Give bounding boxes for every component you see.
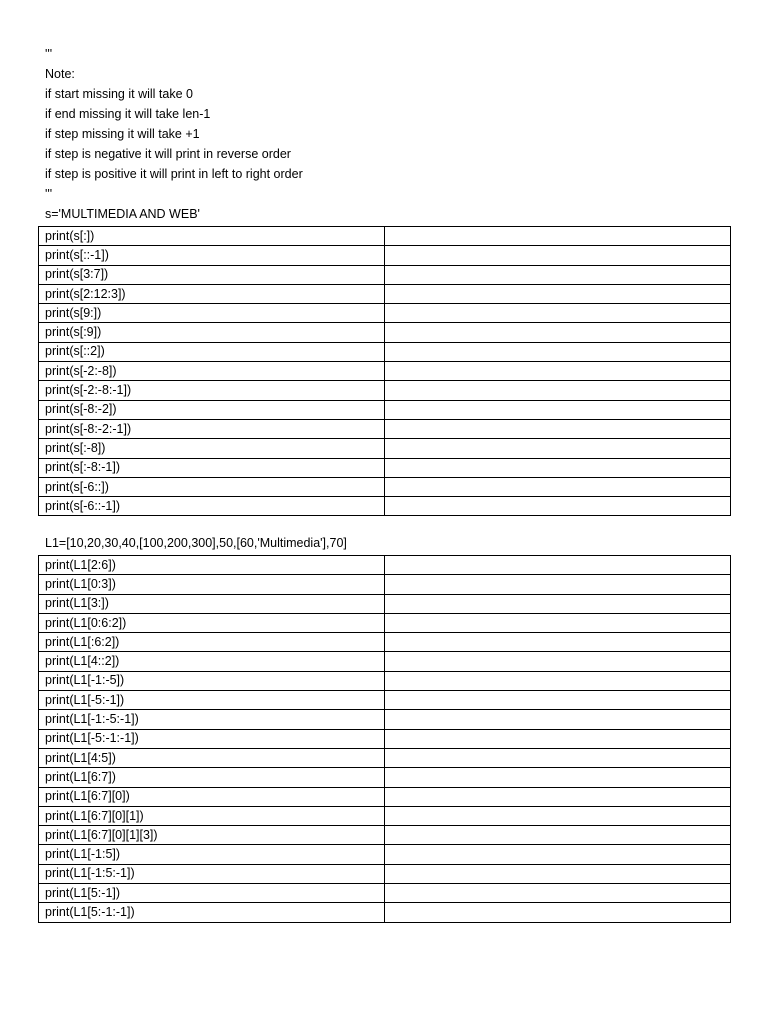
expression-cell: print(s[::2]) bbox=[39, 342, 385, 361]
table-row bbox=[39, 304, 731, 323]
table-row bbox=[39, 806, 731, 825]
expression-cell: print(L1[4::2]) bbox=[39, 652, 385, 671]
expression-cell: print(L1[-1:-5]) bbox=[39, 671, 385, 690]
table-row bbox=[39, 652, 731, 671]
answer-cell[interactable] bbox=[385, 903, 731, 922]
table-row bbox=[39, 729, 731, 748]
expression-cell: print(L1[-5:-1:-1]) bbox=[39, 729, 385, 748]
table-row bbox=[39, 633, 731, 652]
answer-cell[interactable] bbox=[385, 845, 731, 864]
table-row bbox=[39, 477, 731, 496]
expression-cell: print(s[-2:-8]) bbox=[39, 362, 385, 381]
expression-cell: print(s[-6::]) bbox=[39, 477, 385, 496]
docstring-close-quote: ''' bbox=[45, 187, 53, 201]
answer-cell[interactable] bbox=[385, 787, 731, 806]
answer-cell[interactable] bbox=[385, 497, 731, 516]
expression-cell: print(L1[6:7][0][1]) bbox=[39, 806, 385, 825]
note-line: if step is positive it will print in left to right order bbox=[45, 167, 303, 181]
answer-cell[interactable] bbox=[385, 884, 731, 903]
answer-cell[interactable] bbox=[385, 748, 731, 767]
answer-cell[interactable] bbox=[385, 400, 731, 419]
table-row bbox=[39, 246, 731, 265]
table-row bbox=[39, 748, 731, 767]
table-row bbox=[39, 768, 731, 787]
expression-cell: print(L1[-1:-5:-1]) bbox=[39, 710, 385, 729]
expression-cell: print(s[-6::-1]) bbox=[39, 497, 385, 516]
expression-cell: print(s[:-8:-1]) bbox=[39, 458, 385, 477]
answer-cell[interactable] bbox=[385, 265, 731, 284]
answer-cell[interactable] bbox=[385, 652, 731, 671]
answer-cell[interactable] bbox=[385, 477, 731, 496]
table-row bbox=[39, 671, 731, 690]
expression-cell: print(L1[3:]) bbox=[39, 594, 385, 613]
answer-cell[interactable] bbox=[385, 362, 731, 381]
answer-cell[interactable] bbox=[385, 806, 731, 825]
table-row bbox=[39, 556, 731, 575]
answer-cell[interactable] bbox=[385, 729, 731, 748]
expression-cell: print(s[-8:-2:-1]) bbox=[39, 419, 385, 438]
expression-cell: print(L1[-5:-1]) bbox=[39, 691, 385, 710]
table-row bbox=[39, 458, 731, 477]
table-row bbox=[39, 497, 731, 516]
note-line: if step is negative it will print in reverse order bbox=[45, 147, 291, 161]
answer-cell[interactable] bbox=[385, 246, 731, 265]
table-row bbox=[39, 342, 731, 361]
expression-cell: print(L1[6:7][0][1][3]) bbox=[39, 826, 385, 845]
expression-cell: print(L1[4:5]) bbox=[39, 748, 385, 767]
expression-cell: print(s[3:7]) bbox=[39, 265, 385, 284]
docstring-open-quote: ''' bbox=[45, 47, 53, 61]
answer-cell[interactable] bbox=[385, 575, 731, 594]
answer-cell[interactable] bbox=[385, 826, 731, 845]
table-row bbox=[39, 284, 731, 303]
expression-cell: print(L1[5:-1]) bbox=[39, 884, 385, 903]
table-row bbox=[39, 903, 731, 922]
expression-cell: print(L1[0:6:2]) bbox=[39, 613, 385, 632]
list-declaration: L1=[10,20,30,40,[100,200,300],50,[60,'Multimedia'],70] bbox=[45, 536, 347, 550]
table-row bbox=[39, 265, 731, 284]
table-row bbox=[39, 594, 731, 613]
expression-cell: print(L1[5:-1:-1]) bbox=[39, 903, 385, 922]
table-row bbox=[39, 845, 731, 864]
table-row bbox=[39, 381, 731, 400]
table-row bbox=[39, 787, 731, 806]
expression-cell: print(L1[0:3]) bbox=[39, 575, 385, 594]
expression-cell: print(L1[-1:5:-1]) bbox=[39, 864, 385, 883]
expression-cell: print(L1[2:6]) bbox=[39, 556, 385, 575]
answer-cell[interactable] bbox=[385, 381, 731, 400]
answer-cell[interactable] bbox=[385, 671, 731, 690]
table-row bbox=[39, 575, 731, 594]
answer-cell[interactable] bbox=[385, 419, 731, 438]
expression-cell: print(s[9:]) bbox=[39, 304, 385, 323]
answer-cell[interactable] bbox=[385, 556, 731, 575]
expression-cell: print(L1[6:7]) bbox=[39, 768, 385, 787]
answer-cell[interactable] bbox=[385, 710, 731, 729]
expression-cell: print(s[-2:-8:-1]) bbox=[39, 381, 385, 400]
expression-cell: print(s[:9]) bbox=[39, 323, 385, 342]
expression-cell: print(L1[:6:2]) bbox=[39, 633, 385, 652]
string-declaration: s='MULTIMEDIA AND WEB' bbox=[45, 207, 200, 221]
expression-cell: print(s[-8:-2]) bbox=[39, 400, 385, 419]
table-row bbox=[39, 826, 731, 845]
table-row bbox=[39, 227, 731, 246]
table-row bbox=[39, 419, 731, 438]
table-row bbox=[39, 710, 731, 729]
answer-cell[interactable] bbox=[385, 691, 731, 710]
answer-cell[interactable] bbox=[385, 323, 731, 342]
note-line: if end missing it will take len-1 bbox=[45, 107, 211, 121]
table-row bbox=[39, 691, 731, 710]
note-line: if start missing it will take 0 bbox=[45, 87, 193, 101]
string-slicing-table bbox=[38, 226, 731, 516]
answer-cell[interactable] bbox=[385, 458, 731, 477]
answer-cell[interactable] bbox=[385, 439, 731, 458]
answer-cell[interactable] bbox=[385, 304, 731, 323]
table-row bbox=[39, 400, 731, 419]
answer-cell[interactable] bbox=[385, 284, 731, 303]
answer-cell[interactable] bbox=[385, 633, 731, 652]
note-heading: Note: bbox=[45, 67, 75, 81]
table-row bbox=[39, 613, 731, 632]
expression-cell: print(s[2:12:3]) bbox=[39, 284, 385, 303]
expression-cell: print(s[:]) bbox=[39, 227, 385, 246]
expression-cell: print(s[:-8]) bbox=[39, 439, 385, 458]
table-row bbox=[39, 439, 731, 458]
table-row bbox=[39, 884, 731, 903]
note-line: if step missing it will take +1 bbox=[45, 127, 200, 141]
list-slicing-table bbox=[38, 555, 731, 923]
answer-cell[interactable] bbox=[385, 613, 731, 632]
expression-cell: print(s[::-1]) bbox=[39, 246, 385, 265]
answer-cell[interactable] bbox=[385, 594, 731, 613]
answer-cell[interactable] bbox=[385, 342, 731, 361]
notes-block bbox=[45, 44, 303, 204]
answer-cell[interactable] bbox=[385, 227, 731, 246]
expression-cell: print(L1[6:7][0]) bbox=[39, 787, 385, 806]
expression-cell: print(L1[-1:5]) bbox=[39, 845, 385, 864]
table-row bbox=[39, 864, 731, 883]
table-row bbox=[39, 362, 731, 381]
table-row bbox=[39, 323, 731, 342]
answer-cell[interactable] bbox=[385, 768, 731, 787]
answer-cell[interactable] bbox=[385, 864, 731, 883]
